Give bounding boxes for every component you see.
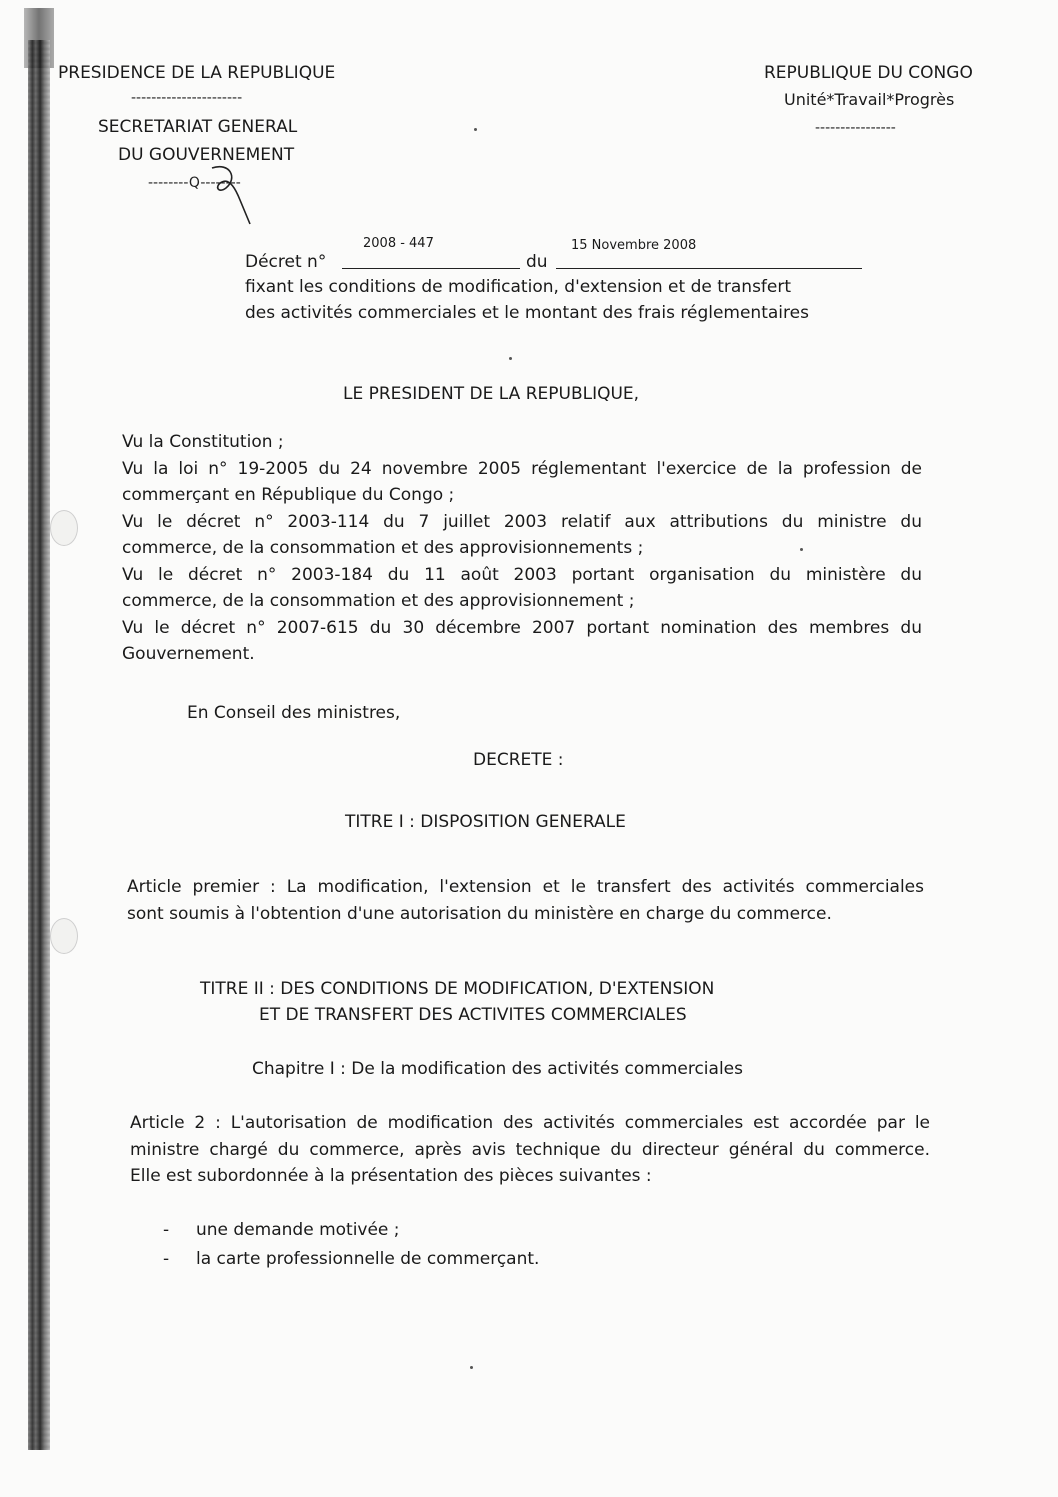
list-dash: -	[163, 1220, 170, 1240]
visa-line: commerçant en République du Congo ;	[122, 485, 455, 505]
scan-speck	[474, 128, 477, 131]
list-item	[163, 1217, 400, 1243]
chapitre1-heading: Chapitre I : De la modification des activités commerciales	[252, 1059, 743, 1079]
decree-number-line	[342, 268, 520, 269]
article1-line: Article premier : La modification, l'extension et le transfert des activités commerciales	[127, 877, 924, 897]
initials-stroke	[200, 160, 260, 230]
header-left-secretariat: SECRETARIAT GENERAL	[98, 117, 298, 137]
article2-line: Elle est subordonnée à la présentation des pièces suivantes :	[130, 1166, 652, 1186]
visa-line: Vu le décret n° 2003-114 du 7 juillet 2003 relatif aux attributions du ministre du	[122, 511, 922, 532]
article1-line: sont soumis à l'obtention d'une autorisation du ministère en charge du commerce.	[127, 903, 832, 924]
titre1-heading: TITRE I : DISPOSITION GENERALE	[345, 812, 626, 832]
decrete-heading: DECRETE :	[473, 750, 564, 770]
visa-line: Gouvernement.	[122, 644, 255, 664]
conseil-line: En Conseil des ministres,	[187, 703, 401, 723]
visa-line: Vu la Constitution ;	[122, 432, 284, 452]
president-heading: LE PRESIDENT DE LA REPUBLIQUE,	[343, 384, 640, 404]
visa-line: Vu le décret n° 2003-184 du 11 août 2003 portant organisation du ministère du	[122, 564, 922, 585]
titre2-heading-line2: ET DE TRANSFERT DES ACTIVITES COMMERCIALES	[259, 1005, 687, 1025]
header-left-dashes-signature: --------Q--------	[148, 175, 241, 191]
article2-line: Article 2 : L'autorisation de modification des activités commerciales est accordée par le	[130, 1113, 930, 1133]
scan-speck	[800, 548, 803, 551]
header-left-title: PRESIDENCE DE LA REPUBLIQUE	[58, 63, 336, 83]
punch-hole-bottom	[50, 918, 78, 954]
list-item-text: la carte professionnelle de commerçant.	[196, 1249, 540, 1269]
header-right-country: REPUBLIQUE DU CONGO	[764, 63, 973, 83]
decree-number: 2008 - 447	[363, 236, 434, 251]
visa-line: Vu la loi n° 19-2005 du 24 novembre 2005 réglementant l'exercice de la profession de	[122, 458, 922, 479]
binding-edge	[28, 40, 50, 1450]
titre2-heading-line1: TITRE II : DES CONDITIONS DE MODIFICATION, D'EXTENSION	[200, 979, 715, 999]
decree-date-line	[556, 268, 862, 269]
visa-line: commerce, de la consommation et des approvisionnements ;	[122, 538, 644, 558]
decree-title-line2: des activités commerciales et le montant des frais réglementaires	[245, 303, 809, 323]
article1-block	[127, 874, 924, 927]
decree-date: 15 Novembre 2008	[571, 238, 697, 253]
header-left-gouvernement: DU GOUVERNEMENT	[118, 145, 295, 165]
header-right-motto: Unité*Travail*Progrès	[784, 90, 955, 109]
scan-speck	[509, 357, 512, 360]
list-item	[163, 1246, 539, 1272]
list-item-text: une demande motivée ;	[196, 1220, 400, 1240]
scan-speck	[470, 1366, 473, 1369]
article2-line: ministre chargé du commerce, après avis technique du directeur général du commerce.	[130, 1139, 930, 1160]
decree-label: Décret n°	[245, 252, 327, 272]
article2-block	[130, 1110, 930, 1190]
visa-line: Vu le décret n° 2007-615 du 30 décembre 2007 portant nomination des membres du	[122, 617, 922, 638]
decree-du-label: du	[526, 252, 548, 272]
visa-line: commerce, de la consommation et des approvisionnement ;	[122, 591, 635, 611]
punch-hole-top	[50, 510, 78, 546]
decree-title-line1: fixant les conditions de modification, d'extension et de transfert	[245, 277, 792, 297]
list-dash: -	[163, 1249, 170, 1269]
header-left-dashes: ----------------------	[131, 90, 243, 106]
header-right-dashes: ----------------	[815, 120, 896, 136]
